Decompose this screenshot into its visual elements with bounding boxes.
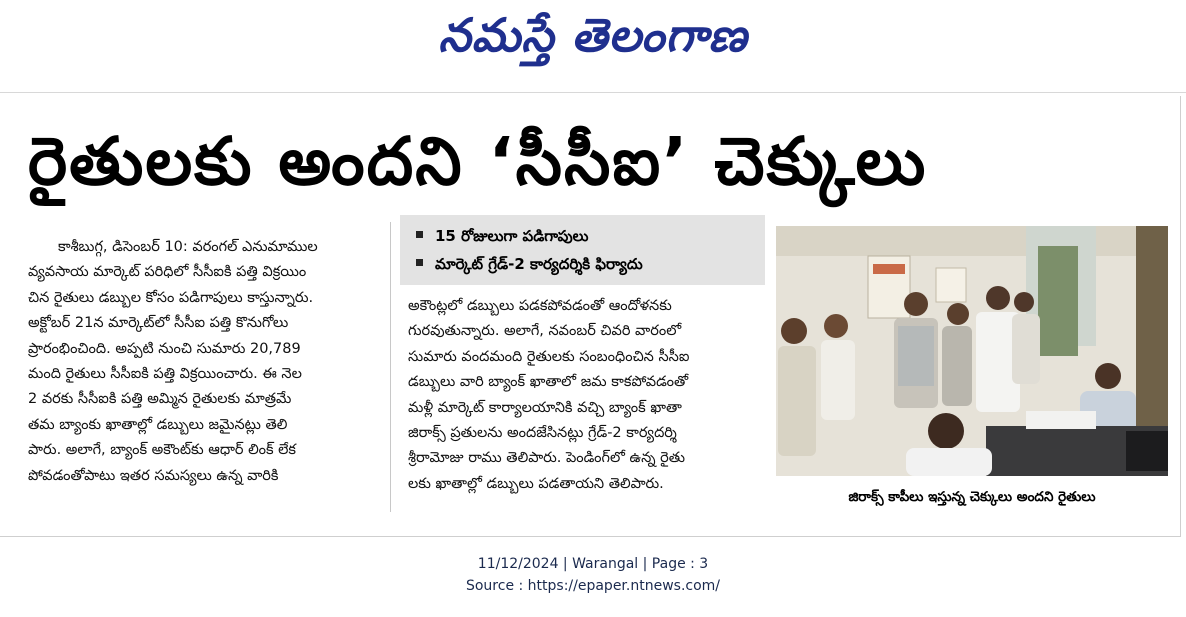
article-line: చిన రైతులు డబ్బుల కోసం పడిగాపులు కాస్తున్నారు.	[28, 289, 314, 306]
article-line: గురవుతున్నారు. అలాగే, నవంబర్ చివరి వారంలో	[408, 323, 682, 340]
photo-caption: జిరాక్స్ కాపీలు ఇస్తున్న చెక్కులు అందని రైతులు	[848, 489, 1096, 505]
article-line: తమ బ్యాంకు ఖాతాల్లో డబ్బులు జమైనట్లు తెలి	[28, 416, 288, 433]
article-line: పారు. అలాగే, బ్యాంక్ అకౌంట్‌కు ఆధార్ లింక్ లేక	[28, 442, 297, 459]
article-line: జిరాక్స్ ప్రతులను అందజేసినట్లు గ్రేడ్-2 కార్యదర్శి	[408, 424, 677, 441]
article-headline: రైతులకు అందని ‘సీసీఐ’ చెక్కులు	[28, 123, 928, 200]
article-line: డబ్బులు వారి బ్యాంక్ ఖాతాలో జమ కాకపోవడంతో	[408, 374, 689, 391]
highlight-text: మార్కెట్ గ్రేడ్-2 కార్యదర్శికి ఫిర్యాదు	[435, 255, 643, 273]
article-line: శ్రీరామోజు రాము తెలిపారు. పెండింగ్‌లో ఉన్న రైతు	[408, 450, 686, 467]
article-line: అక్టోబర్ 21న మార్కెట్‌లో సీసీఐ పత్తి కొనుగోలు	[28, 315, 289, 332]
article-line: మళ్లీ మార్కెట్ కార్యాలయానికి వచ్చి బ్యాంక్ ఖాతా	[408, 399, 682, 416]
footer-date-edition: 11/12/2024 | Warangal | Page : 3	[477, 556, 709, 572]
article-column-2	[408, 294, 764, 497]
farmers-office-photo-illustration	[776, 226, 1168, 476]
highlight-item	[416, 223, 588, 249]
article-line: లకు ఖాతాల్లో డబ్బులు పడతాయని తెలిపారు.	[408, 475, 664, 492]
masthead-divider	[0, 92, 1186, 93]
article-line: ప్రారంభించింది. అప్పటి నుంచి సుమారు 20,789	[28, 340, 301, 357]
article-line: సుమారు వందమంది రైతులకు సంబంధించిన సీసీఐ	[408, 348, 690, 365]
column-divider	[390, 222, 391, 512]
highlight-item	[416, 251, 643, 277]
newspaper-masthead: నమస్తే తెలంగాణ	[438, 8, 748, 62]
article-line: పోవడంతోపాటు ఇతర సమస్యలు ఉన్న వారికి	[28, 467, 279, 484]
article-line: కాశీబుగ్గ, డిసెంబర్ 10: వరంగల్ ఎనుమాముల	[58, 239, 318, 255]
news-photo	[776, 226, 1168, 476]
article-line: 2 వరకు సీసీఐకి పత్తి అమ్మిన రైతులకు మాత్రమే	[28, 391, 292, 408]
article-line: అకౌంట్లలో డబ్బులు పడకపోవడంతో ఆందోళనకు	[408, 298, 672, 314]
article-line: మంది రైతులు సీసీఐకి పత్తి విక్రయించారు. ఈ నెల	[28, 365, 302, 382]
bullet-square-icon	[416, 259, 423, 266]
highlights-box	[400, 215, 765, 285]
article-line: వ్యవసాయ మార్కెట్ పరిధిలో సీసీఐకి పత్తి విక్రయిం	[28, 264, 307, 281]
footer-source: Source : https://epaper.ntnews.com/	[465, 578, 721, 594]
highlight-text: 15 రోజులుగా పడిగాపులు	[435, 227, 589, 245]
bullet-square-icon	[416, 231, 423, 238]
article-column-1	[28, 235, 380, 489]
